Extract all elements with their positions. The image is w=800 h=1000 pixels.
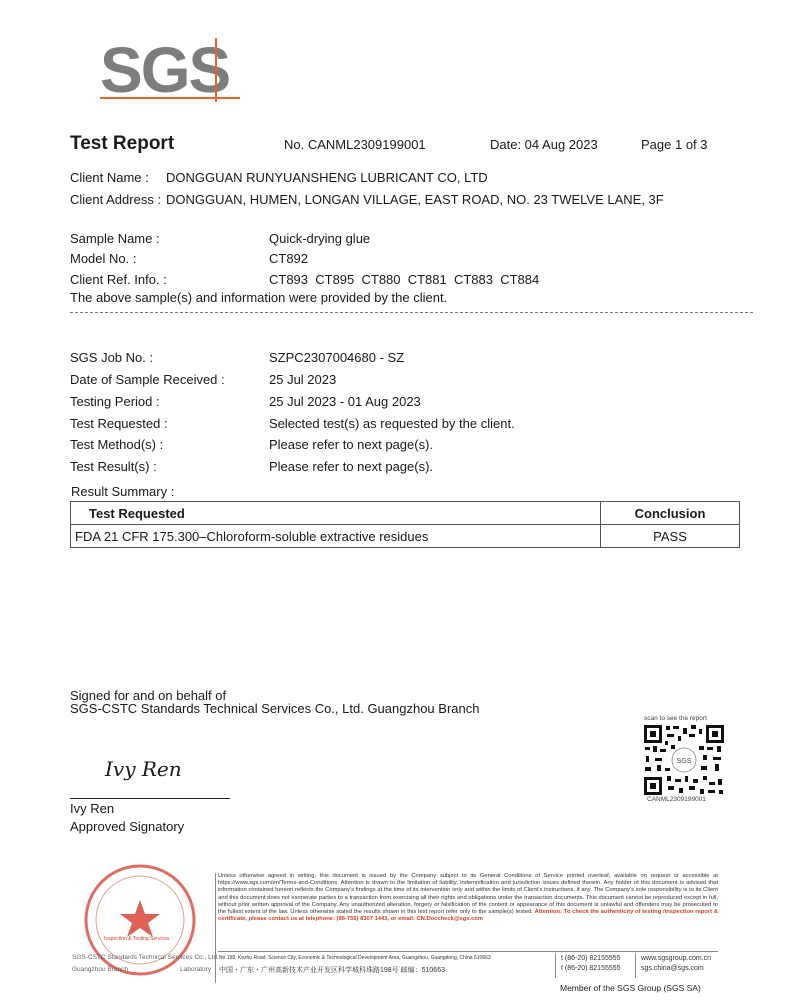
sample-note: The above sample(s) and information were provided by the client.	[70, 290, 448, 305]
qr-caption-bottom: CANML2309199001	[647, 796, 706, 803]
row-conclusion: PASS	[601, 525, 740, 548]
authenticity-attention: Attention: To check the authenticity of testing /inspection report & certificate, please contact us at telephone: (86-755) 8307 1443, or email: CN.Doccheck@sgs.com	[218, 909, 718, 923]
date-received-label: Date of Sample Received :	[70, 372, 225, 387]
footer-left-rule	[215, 873, 216, 983]
stamp-left-text: SGS-CSTC Standards Technical Services Co., Ltd.	[72, 954, 219, 961]
job-no-label: SGS Job No. :	[70, 350, 154, 365]
test-requested-label: Test Requested :	[70, 416, 168, 431]
sgs-logo-text: SGS	[100, 34, 230, 106]
client-name-label: Client Name :	[70, 170, 149, 185]
table-row	[71, 525, 740, 548]
sample-name-label: Sample Name :	[70, 231, 160, 246]
divider	[70, 312, 753, 313]
job-no-value: SZPC2307004680 - SZ	[269, 350, 405, 365]
client-address-label: Client Address :	[70, 192, 162, 207]
footer-tel-1: t (86-20) 82155555	[561, 955, 621, 962]
client-ref-label: Client Ref. Info. :	[70, 272, 167, 287]
sample-name-value: Quick-drying glue	[269, 231, 371, 246]
date-received-value: 25 Jul 2023	[269, 372, 337, 387]
footer-tel-2: t (86-20) 82155555	[561, 965, 621, 972]
col-test-requested: Test Requested	[71, 502, 601, 525]
test-method-label: Test Method(s) :	[70, 437, 164, 452]
stamp-left-text-3: Laboratory	[180, 966, 212, 973]
test-method-value: Please refer to next page(s).	[269, 437, 434, 452]
handwritten-signature: Ivy Ren	[105, 757, 182, 781]
table-header-row	[71, 502, 740, 525]
testing-period-label: Testing Period :	[70, 394, 160, 409]
sgs-group-member: Member of the SGS Group (SGS SA)	[560, 983, 701, 993]
result-summary-table	[70, 501, 740, 548]
report-date: Date: 04 Aug 2023	[490, 137, 598, 152]
test-result-label: Test Result(s) :	[70, 459, 157, 474]
col-conclusion: Conclusion	[601, 502, 740, 525]
footer-address-en: No.198, Kezhu Road, Science City, Economic & Technological Development Area, Guangzhou, Guangdong, China 510663	[219, 955, 491, 961]
terms-fine-print	[218, 873, 718, 923]
signatory-name: Ivy Ren	[70, 801, 115, 816]
footer-mid-rule	[555, 953, 556, 978]
signatory-title: Approved Signatory	[70, 819, 185, 834]
footer-email-link[interactable]: sgs.china@sgs.com	[641, 965, 704, 972]
model-no-value: CT892	[269, 251, 309, 266]
footer-divider	[218, 951, 718, 952]
page-number: Page 1 of 3	[641, 137, 708, 152]
svg-text:SGS: SGS	[676, 758, 692, 765]
terms-body: Unless otherwise agreed in writing, this document is issued by the Company subject to its General Conditions of Service printed overleaf, available on request or accessible at https://www.sgs.com/en/Terms-and-Conditions. Attention is drawn to the limitation of liability, indemnification and jurisdiction issues defined therein. Any holder of this document is advised that information contained hereon reflects the Company's findings at the time of its intervention only and within the limits of Client's instructions, if any. The Company's sole responsibility is to its Client and this document does not exonerate parties to a transaction from exercising all their rights and obligations under the transaction documents. This document cannot be reproduced except in full, without prior written approval of the Company. Any unauthorized alteration, forgery or falsification of the content or appearance of this document is unlawful and offenders may be prosecuted to the fullest extent of the law. Unless otherwise stated the results shown in this test report refer only to the sample(s) tested.	[218, 873, 718, 916]
signed-on-behalf: Signed for and on behalf of	[70, 688, 227, 703]
qr-caption-top: scan to see the report	[644, 715, 707, 722]
footer-address-cn: 中国・广东・广州高新技术产业开发区科学城科珠路198号 邮编：510663	[219, 967, 445, 974]
client-ref-value: CT893 CT895 CT880 CT881 CT883 CT884	[269, 272, 540, 287]
footer-website-link[interactable]: www.sgsgroup.com.cn	[641, 955, 712, 962]
test-result-value: Please refer to next page(s).	[269, 459, 434, 474]
report-number: No. CANML2309199001	[284, 137, 426, 152]
testing-period-value: 25 Jul 2023 - 01 Aug 2023	[269, 394, 421, 409]
model-no-label: Model No. :	[70, 251, 137, 266]
qr-code-icon[interactable]	[643, 724, 725, 796]
report-title: Test Report	[70, 133, 175, 154]
client-name-value: DONGGUAN RUNYUANSHENG LUBRICANT CO, LTD	[166, 170, 488, 185]
footer-mid-rule-2	[635, 953, 636, 978]
stamp-left-text-2: Guangzhou Branch	[72, 966, 129, 973]
test-requested-value: Selected test(s) as requested by the client.	[269, 416, 515, 431]
result-summary-label: Result Summary :	[71, 484, 175, 499]
client-address-value: DONGGUAN, HUMEN, LONGAN VILLAGE, EAST ROAD, NO. 23 TWELVE LANE, 3F	[166, 192, 664, 207]
sgs-logo	[100, 34, 240, 110]
stamp-center-text: Inspection & Testing Services	[104, 936, 170, 942]
row-test-name: FDA 21 CFR 175.300–Chloroform-soluble extractive residues	[71, 525, 601, 548]
signature-line	[70, 798, 230, 799]
signing-company: SGS-CSTC Standards Technical Services Co., Ltd. Guangzhou Branch	[70, 701, 480, 716]
sgs-logo-accent-icon	[100, 34, 240, 110]
